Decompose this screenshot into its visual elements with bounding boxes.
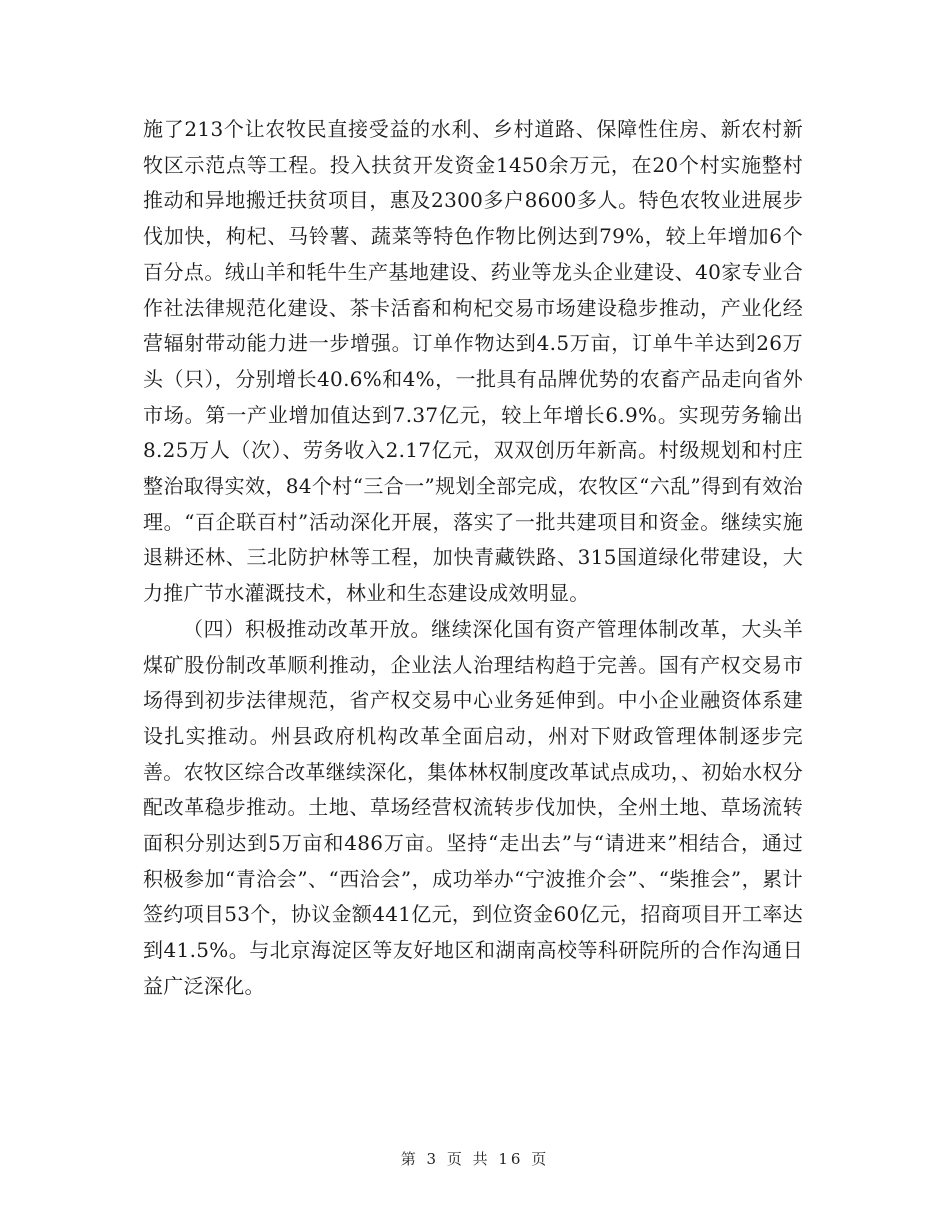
paragraph-reform-opening: （四）积极推动改革开放。继续深化国有资产管理体制改革，大头羊煤矿股份制改革顺利推动，企业法人治理结构趋于完善。国有产权交易市场得到初步法律规范，省产权交易中心业务延伸到。中小企业融资体系建设扎实推动。州县政府机构改革全面启动，州对下财政管理体制逐步完善。农牧区综合改革继续深化，集体林权制度改革试点成功，、初始水权分配改革稳步推动。土地、草场经营权流转步伐加快，全州土地、草场流转面积分别达到5万亩和486万亩。坚持“走出去”与“请进来”相结合，通过积极参加“青洽会”、“西洽会”，成功举办“宁波推介会”、“柴推会”，累计签约项目53个，协议金额441亿元，到位资金60亿元，招商项目开工率达到41.5%。与北京海淀区等友好地区和湖南高校等科研院所的合作沟通日益广泛深化。 (143, 616, 803, 998)
paragraph-continuation: 施了213个让农牧民直接受益的水利、乡村道路、保障性住房、新农村新牧区示范点等工程。投入扶贫开发资金1450余万元，在20个村实施整村推动和异地搬迁扶贫项目，惠及2300多户8600多人。特色农牧业进展步伐加快，枸杞、马铃薯、蔬菜等特色作物比例达到79%，较上年增加6个百分点。绒山羊和牦牛生产基地建设、药业等龙头企业建设、40家专业合作社法律规范化建设、茶卡活畜和枸杞交易市场建设稳步推动，产业化经营辐射带动能力进一步增强。订单作物达到4.5万亩，订单牛羊达到26万头（只），分别增长40.6%和4%，一批具有品牌优势的农畜产品走向省外市场。第一产业增加值达到7.37亿元，较上年增长6.9%。实现劳务输出8.25万人（次）、劳务收入2.17亿元，双双创历年新高。村级规划和村庄整治取得实效，84个村“三合一”规划全部完成，农牧区“六乱”得到有效治理。“百企联百村”活动深化开展，落实了一批共建项目和资金。继续实施退耕还林、三北防护林等工程，加快青藏铁路、315国道绿化带建设，大力推广节水灌溉技术，林业和生态建设成效明显。 (143, 117, 803, 606)
document-body (143, 112, 803, 1005)
page-number-footer: 第 3 页 共 16 页 (400, 1150, 550, 1168)
